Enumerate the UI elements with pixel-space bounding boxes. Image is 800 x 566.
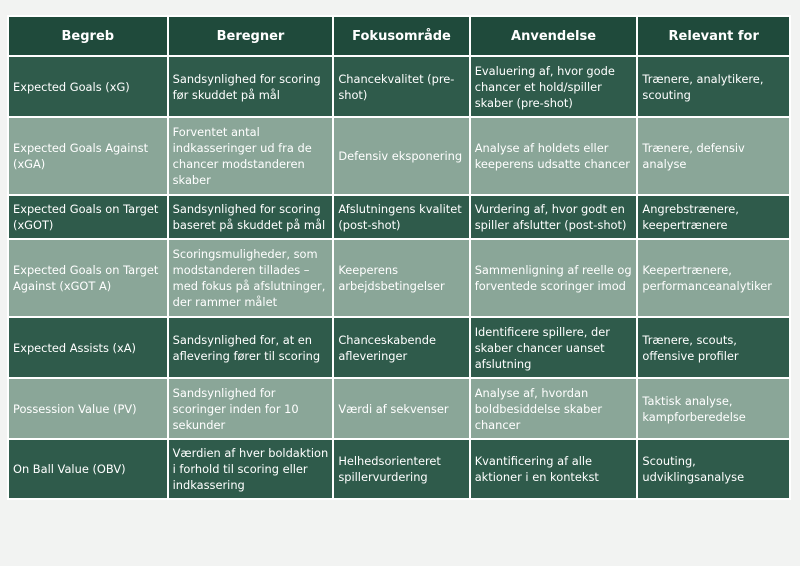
cell-fokus: Chancekvalitet (pre-shot)	[334, 57, 468, 116]
table-row	[9, 379, 789, 438]
cell-relevant: Trænere, analytikere, scouting	[638, 57, 789, 116]
cell-relevant: Angrebstrænere, keepertrænere	[638, 196, 789, 238]
cell-beregner: Værdien af hver boldaktion i forhold til scoring eller indkassering	[169, 440, 333, 498]
cell-relevant: Scouting, udviklingsanalyse	[638, 440, 789, 498]
header-row	[9, 17, 789, 55]
cell-beregner: Sandsynlighed for, at en aflevering fører til scoring	[169, 318, 333, 377]
cell-fokus: Keeperens arbejdsbetingelser	[334, 240, 468, 316]
cell-begreb: Expected Goals (xG)	[9, 57, 167, 116]
cell-relevant: Taktisk analyse, kampforberedelse	[638, 379, 789, 438]
cell-anvendelse: Sammenligning af reelle og forventede scoringer imod	[471, 240, 637, 316]
cell-relevant: Trænere, defensiv analyse	[638, 118, 789, 194]
cell-begreb: Possession Value (PV)	[9, 379, 167, 438]
header-fokusomraade: Fokusområde	[334, 17, 468, 55]
cell-begreb: Expected Assists (xA)	[9, 318, 167, 377]
cell-relevant: Keepertrænere, performanceanalytiker	[638, 240, 789, 316]
cell-begreb: On Ball Value (OBV)	[9, 440, 167, 498]
cell-fokus: Afslutningens kvalitet (post-shot)	[334, 196, 468, 238]
cell-beregner: Sandsynlighed for scoring før skuddet på mål	[169, 57, 333, 116]
header-relevant-for: Relevant for	[638, 17, 789, 55]
table-row	[9, 318, 789, 377]
table-row	[9, 196, 789, 238]
cell-anvendelse: Vurdering af, hvor godt en spiller afslutter (post-shot)	[471, 196, 637, 238]
header-beregner: Beregner	[169, 17, 333, 55]
table-row	[9, 118, 789, 194]
metrics-table-container	[7, 15, 791, 500]
cell-anvendelse: Evaluering af, hvor gode chancer et hold/spiller skaber (pre-shot)	[471, 57, 637, 116]
cell-fokus: Chanceskabende afleveringer	[334, 318, 468, 377]
cell-beregner: Sandsynlighed for scoringer inden for 10 sekunder	[169, 379, 333, 438]
cell-beregner: Forventet antal indkasseringer ud fra de chancer modstanderen skaber	[169, 118, 333, 194]
table-row	[9, 57, 789, 116]
cell-begreb: Expected Goals on Target (xGOT)	[9, 196, 167, 238]
cell-fokus: Helhedsorienteret spillervurdering	[334, 440, 468, 498]
cell-begreb: Expected Goals Against (xGA)	[9, 118, 167, 194]
cell-anvendelse: Kvantificering af alle aktioner i en kontekst	[471, 440, 637, 498]
cell-fokus: Defensiv eksponering	[334, 118, 468, 194]
header-begreb: Begreb	[9, 17, 167, 55]
table-row	[9, 240, 789, 316]
cell-beregner: Sandsynlighed for scoring baseret på skuddet på mål	[169, 196, 333, 238]
cell-anvendelse: Identificere spillere, der skaber chancer uanset afslutning	[471, 318, 637, 377]
cell-relevant: Trænere, scouts, offensive profiler	[638, 318, 789, 377]
cell-anvendelse: Analyse af, hvordan boldbesiddelse skaber chancer	[471, 379, 637, 438]
metrics-table	[7, 15, 791, 500]
cell-anvendelse: Analyse af holdets eller keeperens udsatte chancer	[471, 118, 637, 194]
table-row	[9, 440, 789, 498]
cell-beregner: Scoringsmuligheder, som modstanderen tillades – med fokus på afslutninger, der rammer målet	[169, 240, 333, 316]
cell-begreb: Expected Goals on Target Against (xGOT A)	[9, 240, 167, 316]
header-anvendelse: Anvendelse	[471, 17, 637, 55]
cell-fokus: Værdi af sekvenser	[334, 379, 468, 438]
